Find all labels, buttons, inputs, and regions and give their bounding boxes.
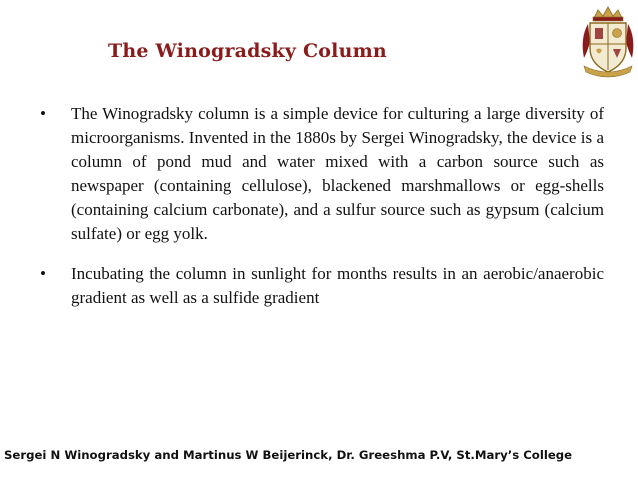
bullet-item: [38, 102, 604, 246]
bullet-marker: •: [40, 264, 46, 283]
college-crest-icon: [578, 4, 638, 78]
bullet-item: [38, 262, 604, 310]
slide-footer: Sergei N Winogradsky and Martinus W Beijerinck, Dr. Greeshma P.V, St.Mary’s College: [4, 448, 573, 462]
bullet-marker: •: [40, 104, 46, 123]
slide-title: The Winogradsky Column: [108, 40, 387, 62]
bullet-list: [38, 102, 604, 326]
bullet-text: Incubating the column in sunlight for months results in an aerobic/anaerobic gradient as well as a sulfide gradient: [71, 264, 604, 307]
bullet-text: The Winogradsky column is a simple device for culturing a large diversity of microorganisms. Invented in the 1880s by Sergei Winogradsky, the device is a column of pond mud and water mixed with a carbon source such as newspaper (containing cellulose), blackened marshmallows or egg-shells (containing calcium carbonate), and a sulfur source such as gypsum (calcium sulfate) or egg yolk.: [71, 104, 604, 243]
